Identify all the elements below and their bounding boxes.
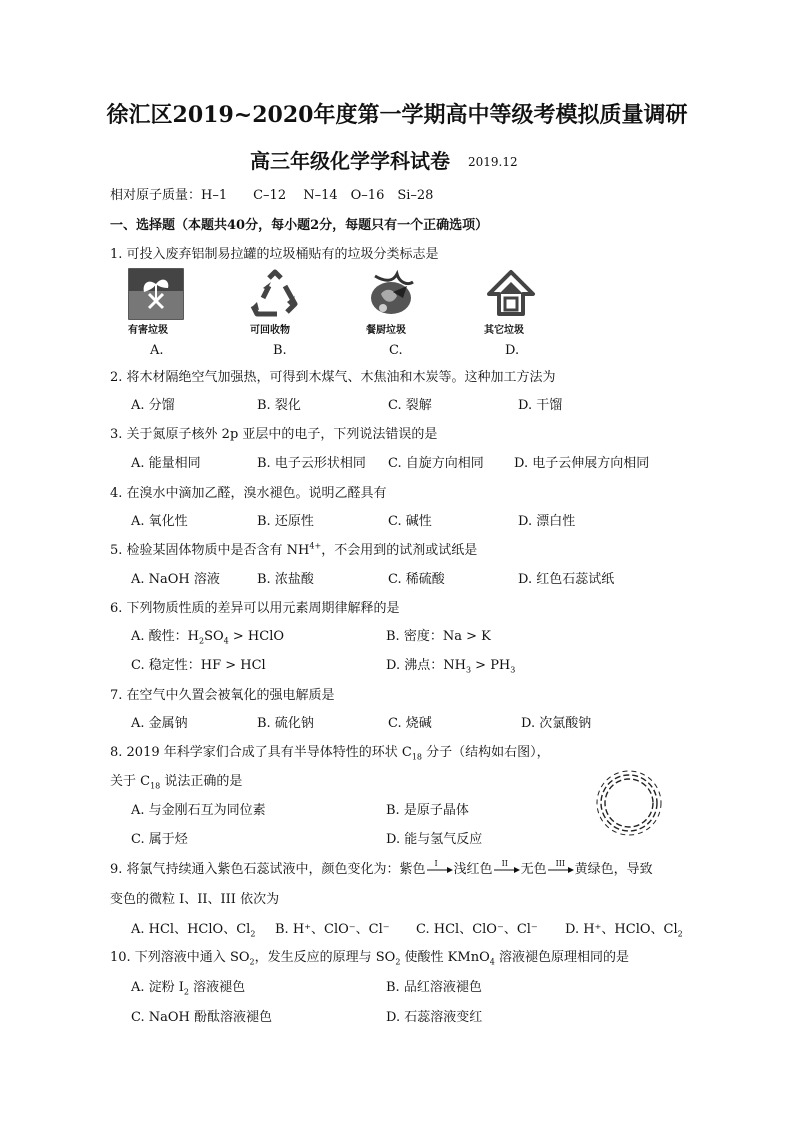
q5-option-b: B. 浓盐酸 (257, 572, 314, 587)
q10-stem-a: 10. 下列溶液中通入 SO (110, 950, 250, 965)
exam-title: 徐汇区2019~2020年度第一学期高中等级考模拟质量调研 (106, 102, 688, 128)
q8-stem (110, 745, 550, 761)
arrow-1 (427, 858, 453, 875)
q5-option-c: C. 稀硫酸 (388, 572, 445, 587)
q6-d-mid: > PH (471, 658, 511, 673)
q1-option-d: D. (505, 343, 520, 358)
q7-stem: 7. 在空气中久置会被氧化的强电解质是 (110, 688, 335, 703)
q2-option-d: D. 干馏 (518, 398, 563, 413)
q9-color-3: 黄绿色，导致 (574, 862, 653, 877)
q1-option-a: A. (150, 343, 164, 358)
q3-option-d: D. 电子云伸展方向相同 (514, 456, 650, 471)
q10-stem (110, 950, 629, 966)
q10-sub3: 4 (489, 957, 495, 967)
q10-a-pre: A. 淀粉 I (131, 980, 184, 995)
q10-stem-c: 使酸性 KMnO (400, 950, 490, 965)
arrow-1-icon (427, 867, 453, 873)
q10-stem-d: 溶液褪色原理相同的是 (494, 950, 629, 965)
q6-d-pre: D. 沸点：NH (386, 658, 466, 673)
q3-stem: 3. 关于氮原子核外 2p 亚层中的电子，下列说法错误的是 (110, 427, 438, 442)
q10-sub1: 2 (249, 957, 255, 967)
q2-option-a: A. 分馏 (131, 398, 175, 413)
exam-date: 2019.12 (468, 155, 518, 169)
q7-option-c: C. 烧碱 (388, 716, 432, 731)
section-heading: 一、选择题（本题共40分，每小题2分，每题只有一个正确选项） (110, 218, 489, 233)
q9-option-d (565, 922, 683, 938)
q10-sub2: 2 (395, 957, 401, 967)
q8-line2-a: 关于 C (110, 774, 151, 789)
kitchen-waste-icon (363, 268, 419, 320)
q9-option-b: B. H⁺、ClO⁻、Cl⁻ (275, 922, 390, 937)
q4-option-c: C. 碱性 (388, 514, 432, 529)
q9-stem-line2: 变色的微粒 I、II、III 依次为 (110, 892, 280, 907)
q6-option-c: C. 稳定性：HF > HCl (131, 658, 266, 673)
icon-label-hazardous: 有害垃圾 (128, 325, 168, 336)
q8-stem-sub: 18 (411, 752, 423, 762)
arrow-1-label: I (434, 858, 438, 868)
q9-a-text: A. HCl、HClO、Cl (131, 922, 251, 937)
q1-option-c: C. (389, 343, 403, 358)
q4-stem: 4. 在溴水中滴加乙醛，溴水褪色。说明乙醛具有 (110, 486, 387, 501)
q10-a-sub: 2 (183, 987, 190, 997)
q6-stem: 6. 下列物质性质的差异可以用元素周期律解释的是 (110, 601, 400, 616)
q7-option-d: D. 次氯酸钠 (521, 716, 592, 731)
other-waste-icon (483, 268, 539, 320)
q9-color-1: 浅红色 (453, 862, 493, 877)
atomic-mass-line: 相对原子质量：H–1 C–12 N–14 O–16 Si–28 (110, 188, 434, 203)
arrow-2-icon (494, 867, 520, 873)
q9-d-text: D. H⁺、HClO、Cl (565, 922, 678, 937)
q6-a-mid: SO (204, 629, 224, 644)
q10-option-d: D. 石蕊溶液变红 (386, 1010, 483, 1025)
hazardous-waste-icon (128, 268, 184, 320)
arrow-3 (548, 858, 574, 875)
q4-option-a: A. 氧化性 (131, 514, 188, 529)
q4-option-d: D. 漂白性 (518, 514, 576, 529)
q8-stem-line2 (110, 774, 242, 790)
q3-option-c: C. 自旋方向相同 (388, 456, 484, 471)
q8-option-d: D. 能与氢气反应 (386, 832, 483, 847)
q1-option-b: B. (273, 343, 287, 358)
q5-stem-sup: 4+ (309, 541, 322, 551)
q8-stem-b: 分子（结构如右图）， (422, 745, 550, 760)
q8-line2-b: 说法正确的是 (160, 774, 243, 789)
q7-option-a: A. 金属钠 (131, 716, 188, 731)
q6-a-post: > HClO (228, 629, 285, 644)
q9-stem (110, 858, 653, 878)
icon-label-kitchen: 餐厨垃圾 (366, 325, 406, 336)
icon-label-other: 其它垃圾 (484, 325, 524, 336)
q2-option-c: C. 裂解 (388, 398, 432, 413)
q5-stem-a: 5. 检验某固体物质中是否含有 NH (110, 543, 310, 558)
q6-option-b: B. 密度：Na > K (386, 629, 491, 644)
q9-stem-a: 9. 将氯气持续通入紫色石蕊试液中，颜色变化为：紫色 (110, 862, 426, 877)
q6-a-sub2: 4 (223, 636, 229, 646)
q5-option-d: D. 红色石蕊试纸 (518, 572, 615, 587)
q7-option-b: B. 硫化钠 (257, 716, 314, 731)
q9-option-a (131, 922, 255, 938)
q1-stem: 1. 可投入废弃铝制易拉罐的垃圾桶贴有的垃圾分类标志是 (110, 247, 439, 262)
q9-color-2: 无色 (520, 862, 547, 877)
arrow-3-icon (548, 867, 574, 873)
q3-option-a: A. 能量相同 (131, 456, 201, 471)
q8-line2-sub: 18 (150, 781, 161, 791)
q8-option-a: A. 与金刚石互为同位素 (131, 803, 266, 818)
q5-stem (110, 543, 477, 559)
arrow-2-label: II (501, 858, 508, 868)
q8-stem-a: 8. 2019 年科学家们合成了具有半导体特性的环状 C (110, 745, 412, 760)
q2-option-b: B. 裂化 (257, 398, 301, 413)
q10-stem-b: ，发生反应的原理与 SO (254, 950, 396, 965)
q6-option-d (386, 658, 515, 674)
q6-a-sub1: 2 (199, 636, 205, 646)
subtitle-text: 高三年级化学学科试卷 (250, 149, 450, 173)
arrow-2 (494, 858, 520, 875)
c18-ring-structure (592, 766, 666, 840)
exam-subtitle (250, 148, 518, 175)
q10-option-c: C. NaOH 酚酞溶液褪色 (131, 1010, 273, 1025)
q6-d-sub2: 3 (510, 665, 516, 675)
q8-option-b: B. 是原子晶体 (386, 803, 469, 818)
q9-d-sub: 2 (677, 929, 683, 939)
q8-option-c: C. 属于烃 (131, 832, 188, 847)
q9-option-c: C. HCl、ClO⁻、Cl⁻ (416, 922, 538, 937)
q6-d-sub1: 3 (465, 665, 472, 675)
q4-option-b: B. 还原性 (257, 514, 314, 529)
q9-a-sub: 2 (250, 929, 256, 939)
q5-option-a: A. NaOH 溶液 (131, 572, 220, 587)
q10-option-b: B. 品红溶液褪色 (386, 980, 482, 995)
icon-label-recyclable: 可回收物 (250, 325, 290, 336)
recyclable-icon (247, 268, 303, 320)
q3-option-b: B. 电子云形状相同 (257, 456, 366, 471)
q6-a-pre: A. 酸性：H (131, 629, 199, 644)
q6-option-a (131, 629, 284, 645)
q2-stem: 2. 将木材隔绝空气加强热，可得到木煤气、木焦油和木炭等。这种加工方法为 (110, 370, 556, 385)
q10-option-a (131, 980, 245, 996)
q10-a-post: 溶液褪色 (189, 980, 246, 995)
arrow-3-label: III (555, 858, 566, 868)
q5-stem-b: ，不会用到的试剂或试纸是 (321, 543, 478, 558)
